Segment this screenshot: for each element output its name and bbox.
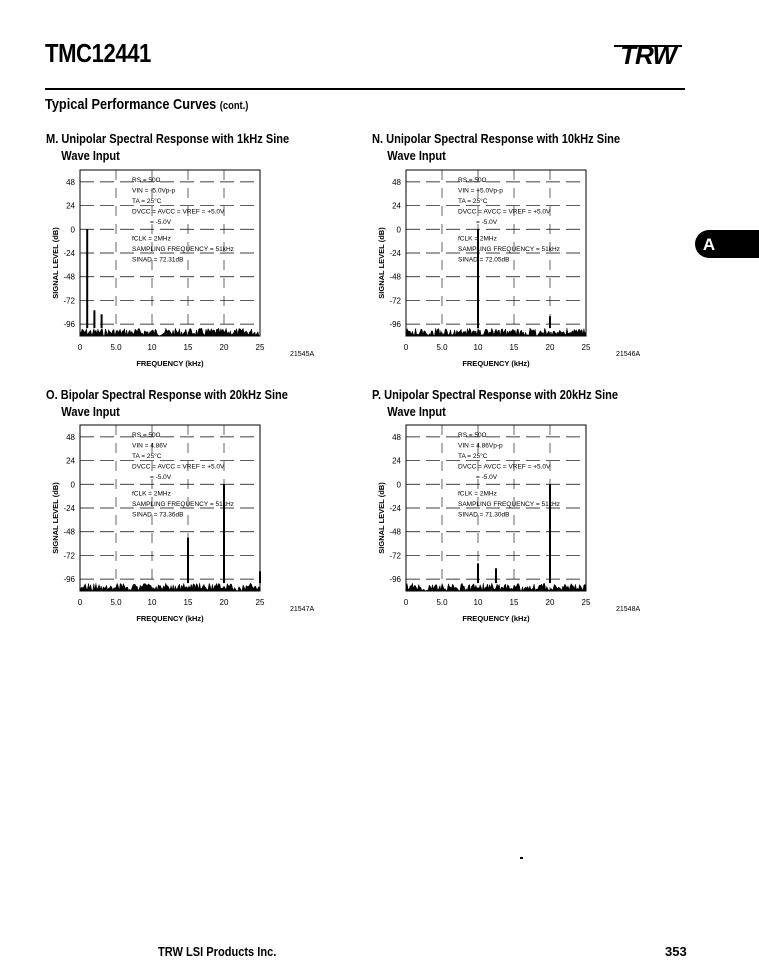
y-tick-label: 0 xyxy=(70,225,75,235)
y-tick-label: -24 xyxy=(389,249,401,258)
y-tick-label: -72 xyxy=(389,296,401,306)
y-tick-label: -96 xyxy=(63,575,75,585)
stray-mark xyxy=(520,857,523,859)
x-tick-label: 0 xyxy=(403,343,409,352)
annotation-text: fCLK = 2MHz xyxy=(458,235,497,243)
x-tick-label: 20 xyxy=(219,598,229,607)
chart-m-title-2: Wave Input xyxy=(61,148,120,163)
x-tick-label: 25 xyxy=(255,598,265,607)
x-axis-label: FREQUENCY (kHz) xyxy=(136,614,204,623)
x-tick-label: 25 xyxy=(255,343,265,352)
annotation-text: TA = 25°C xyxy=(458,453,488,460)
chart-o xyxy=(50,425,315,635)
annotation-text: = -5.0V xyxy=(150,219,172,226)
annotation-text: TA = 25°C xyxy=(132,453,162,460)
y-axis-label: SIGNAL LEVEL (dB) xyxy=(377,227,386,299)
figure-id: 21545A xyxy=(290,351,315,358)
annotation-text: SAMPLING FREQUENCY = 51kHz xyxy=(132,246,234,253)
chart-p-title xyxy=(372,386,618,420)
annotation-text: = -5.0V xyxy=(476,219,498,226)
y-tick-label: 48 xyxy=(66,177,75,187)
y-tick-label: -96 xyxy=(389,575,401,585)
chart-o-title-2: Wave Input xyxy=(61,404,120,419)
chart-p-title-1: P. Unipolar Spectral Response with 20kHz Sine xyxy=(372,387,619,402)
footer-company: TRW LSI Products Inc. xyxy=(158,944,277,959)
y-axis-label: SIGNAL LEVEL (dB) xyxy=(377,482,386,554)
y-tick-label: 0 xyxy=(70,480,75,490)
section-title-text: Typical Performance Curves xyxy=(45,96,217,113)
annotation-text: DVCC = AVCC = VREF = +5.0V xyxy=(458,463,551,471)
noise-floor xyxy=(406,583,586,591)
x-tick-label: 0 xyxy=(77,343,83,352)
x-tick-label: 0 xyxy=(77,598,83,607)
x-tick-label: 25 xyxy=(581,343,591,352)
y-tick-label: 48 xyxy=(392,177,401,187)
y-tick-label: -96 xyxy=(63,320,75,330)
annotation-text: SINAD = 72.05dB xyxy=(458,256,510,264)
chart-svg xyxy=(50,425,315,630)
y-tick-label: -24 xyxy=(389,504,401,513)
x-tick-label: 20 xyxy=(545,598,555,607)
chart-n-title-1: N. Unipolar Spectral Response with 10kHz Sine xyxy=(372,131,621,146)
y-tick-label: 48 xyxy=(392,432,401,442)
annotation-text: SAMPLING FREQUENCY = 51kHz xyxy=(458,246,560,253)
chart-p-title-2: Wave Input xyxy=(387,404,446,419)
x-tick-label: 10 xyxy=(473,343,483,352)
chart-o-title xyxy=(46,386,288,420)
y-tick-label: -72 xyxy=(63,551,75,561)
y-tick-label: -72 xyxy=(389,551,401,561)
noise-floor xyxy=(406,328,586,336)
y-tick-label: 0 xyxy=(396,480,401,490)
annotation-text: RS = 50Ω xyxy=(132,177,161,184)
x-tick-label: 10 xyxy=(147,598,157,607)
y-tick-label: 24 xyxy=(392,456,401,466)
chart-svg xyxy=(376,170,641,375)
annotation-text: RS = 50Ω xyxy=(132,432,161,439)
y-tick-label: 48 xyxy=(66,432,75,442)
annotation-text: DVCC = AVCC = VREF = +5.0V xyxy=(458,208,551,216)
annotation-text: SINAD = 71.30dB xyxy=(458,511,510,519)
annotation-text: SINAD = 73.36dB xyxy=(132,511,184,519)
annotation-text: RS = 50Ω xyxy=(458,432,487,439)
chart-n xyxy=(376,170,641,380)
x-tick-label: 20 xyxy=(545,343,555,352)
annotation-text: DVCC = AVCC = VREF = +5.0V xyxy=(132,208,225,216)
annotation-text: = -5.0V xyxy=(476,474,498,481)
annotation-text: TA = 25°C xyxy=(458,198,488,205)
x-tick-label: 20 xyxy=(219,343,229,352)
x-tick-label: 5.0 xyxy=(110,343,122,352)
x-tick-label: 15 xyxy=(183,343,193,352)
x-axis-label: FREQUENCY (kHz) xyxy=(462,614,530,623)
annotation-text: VIN = 4.86Vp-p xyxy=(458,442,503,450)
annotation-text: SINAD = 72.31dB xyxy=(132,256,184,264)
y-tick-label: -48 xyxy=(63,527,75,537)
annotation-text: VIN = +5.0Vp-p xyxy=(458,187,503,195)
annotation-text: fCLK = 2MHz xyxy=(132,490,171,498)
annotation-text: fCLK = 2MHz xyxy=(458,490,497,498)
chart-m-title-1: M. Unipolar Spectral Response with 1kHz Sine xyxy=(46,131,290,146)
annotation-text: SAMPLING FREQUENCY = 51kHz xyxy=(132,501,234,508)
trw-logo xyxy=(612,40,684,70)
y-tick-label: -96 xyxy=(389,320,401,330)
x-tick-label: 5.0 xyxy=(436,598,448,607)
annotation-text: DVCC = AVCC = VREF = +5.0V xyxy=(132,463,225,471)
y-tick-label: 0 xyxy=(396,225,401,235)
section-tab-letter: A xyxy=(702,235,716,254)
x-tick-label: 10 xyxy=(473,598,483,607)
x-tick-label: 15 xyxy=(183,598,193,607)
section-title-cont: (cont.) xyxy=(219,100,249,112)
y-tick-label: -48 xyxy=(389,272,401,282)
chart-m-title xyxy=(46,130,289,164)
noise-floor xyxy=(80,328,260,336)
annotation-text: VIN = -5.0Vp-p xyxy=(132,187,176,195)
y-tick-label: -48 xyxy=(63,272,75,282)
page-title: TMC12441 xyxy=(45,38,151,68)
annotation-text: = -5.0V xyxy=(150,474,172,481)
x-tick-label: 5.0 xyxy=(436,343,448,352)
chart-o-title-1: O. Bipolar Spectral Response with 20kHz Sine xyxy=(46,387,288,402)
y-tick-label: -24 xyxy=(63,249,75,258)
y-tick-label: 24 xyxy=(66,456,75,466)
y-tick-label: 24 xyxy=(392,201,401,211)
x-tick-label: 0 xyxy=(403,598,409,607)
x-tick-label: 15 xyxy=(509,598,519,607)
y-axis-label: SIGNAL LEVEL (dB) xyxy=(51,482,60,554)
chart-n-title-2: Wave Input xyxy=(387,148,446,163)
y-tick-label: -72 xyxy=(63,296,75,306)
x-tick-label: 5.0 xyxy=(110,598,122,607)
annotation-text: RS = 50Ω xyxy=(458,177,487,184)
figure-id: 21546A xyxy=(616,351,641,358)
x-axis-label: FREQUENCY (kHz) xyxy=(136,359,204,368)
noise-floor xyxy=(80,583,260,591)
section-title xyxy=(45,96,248,113)
chart-svg xyxy=(376,425,641,630)
annotation-text: TA = 25°C xyxy=(132,198,162,205)
x-tick-label: 10 xyxy=(147,343,157,352)
chart-m xyxy=(50,170,315,380)
figure-id: 21547A xyxy=(290,606,315,613)
x-tick-label: 25 xyxy=(581,598,591,607)
x-axis-label: FREQUENCY (kHz) xyxy=(462,359,530,368)
y-axis-label: SIGNAL LEVEL (dB) xyxy=(51,227,60,299)
y-tick-label: 24 xyxy=(66,201,75,211)
section-tab xyxy=(694,229,759,259)
y-tick-label: -48 xyxy=(389,527,401,537)
footer-page-number: 353 xyxy=(665,944,687,959)
annotation-text: VIN = 4.86V xyxy=(132,442,168,450)
x-tick-label: 15 xyxy=(509,343,519,352)
logo-text: TRW xyxy=(620,40,676,70)
header-rule xyxy=(45,88,685,90)
y-tick-label: -24 xyxy=(63,504,75,513)
figure-id: 21548A xyxy=(616,606,641,613)
chart-svg xyxy=(50,170,315,375)
chart-p xyxy=(376,425,641,635)
annotation-text: fCLK = 2MHz xyxy=(132,235,171,243)
annotation-text: SAMPLING FREQUENCY = 51kHz xyxy=(458,501,560,508)
chart-n-title xyxy=(372,130,620,164)
